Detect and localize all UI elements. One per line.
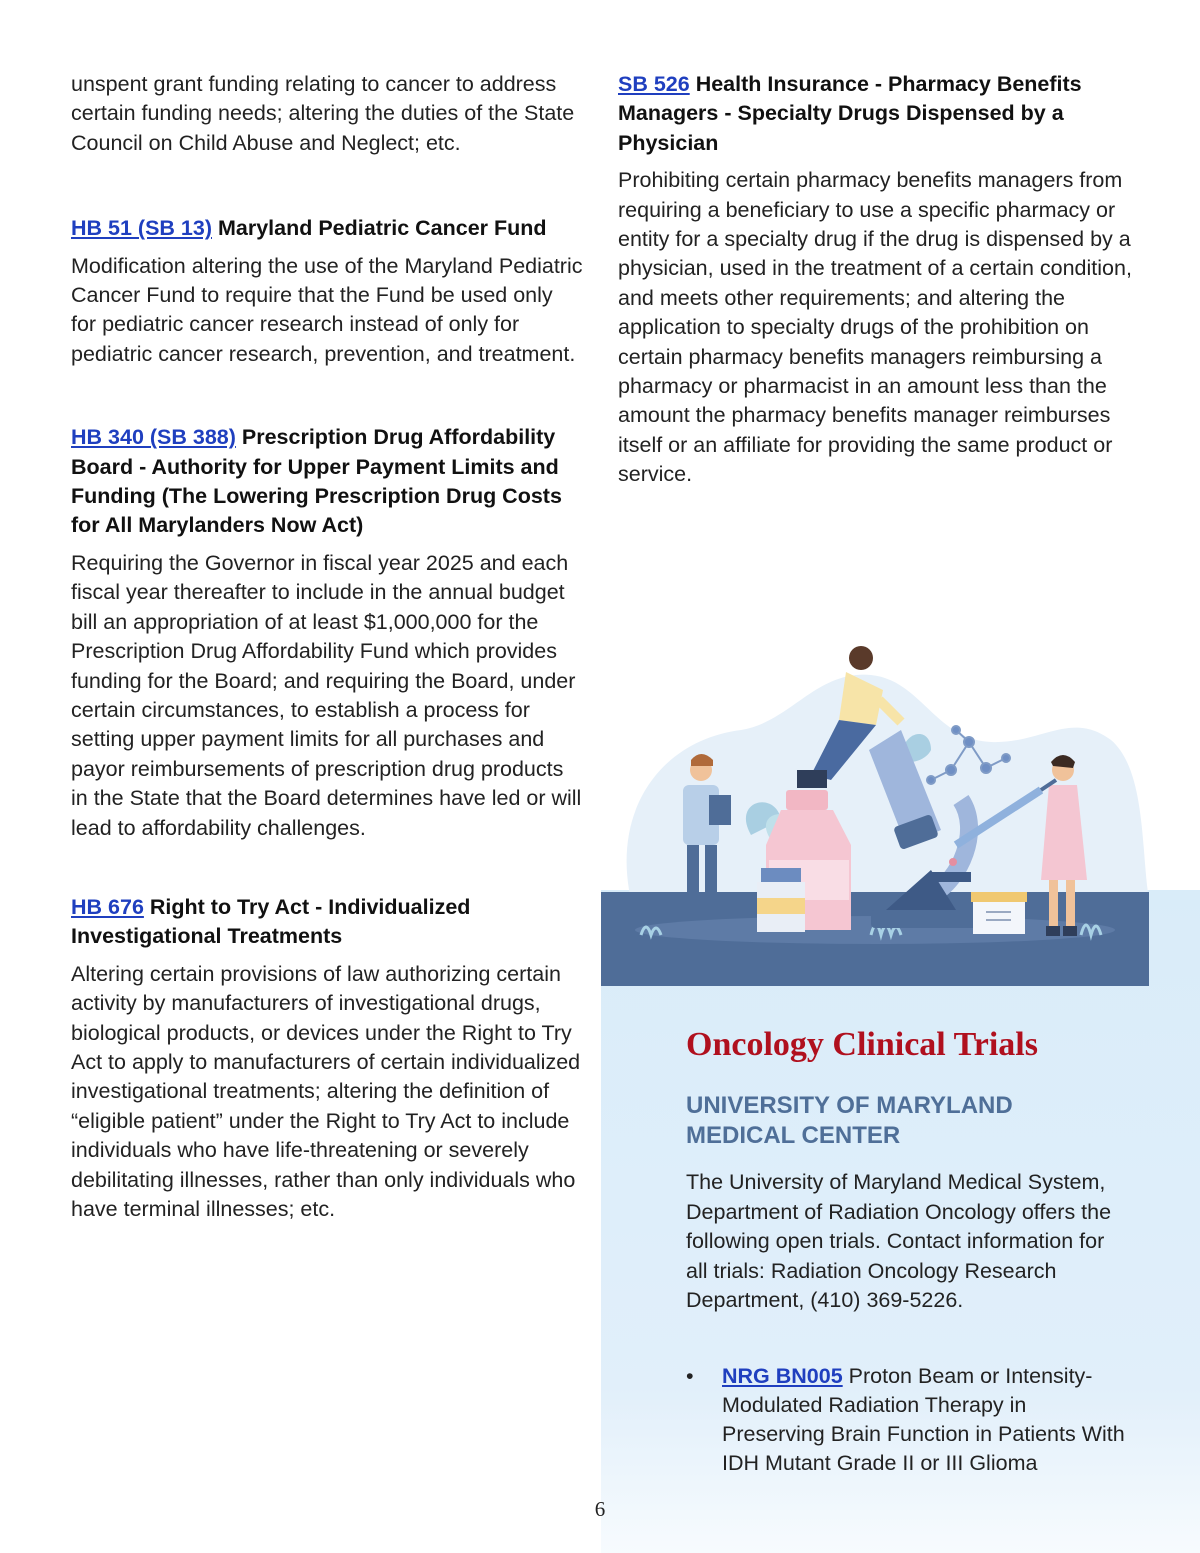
panel-subheading: UNIVERSITY OF MARYLAND MEDICAL CENTER — [686, 1092, 1013, 1149]
bill-sb526 — [618, 70, 1140, 490]
left-column — [71, 70, 583, 1224]
bill-link-hb676[interactable]: HB 676 — [71, 894, 144, 919]
bill-title: Health Insurance - Pharmacy Benefits Managers - Specialty Drugs Dispensed by a Physician — [618, 72, 1082, 155]
bill-heading — [618, 70, 1140, 158]
trial-link-nrg-bn005[interactable]: NRG BN005 — [722, 1364, 843, 1388]
page-number: 6 — [594, 1497, 606, 1521]
trial-title: Proton Beam or Intensity-Modulated Radiation Therapy in Preserving Brain Function in Patients With IDH Mutant Grade II or III Glioma — [722, 1364, 1125, 1475]
bill-heading — [71, 423, 583, 541]
bill-title: Maryland Pediatric Cancer Fund — [217, 216, 547, 241]
bill-title: Prescription Drug Affordability Board - Authority for Upper Payment Limits and Funding (The Lowering Prescription Drug Costs for All Marylanders Now Act) — [71, 425, 562, 538]
research-lab-illustration-icon — [601, 630, 1149, 986]
trial-list-item — [686, 1362, 1126, 1478]
bullet-icon: • — [686, 1364, 694, 1388]
bill-link-sb526[interactable]: SB 526 — [618, 72, 690, 96]
intro-paragraph: unspent grant funding relating to cancer to address certain funding needs; altering the duties of the State Council on Child Abuse and Neglect; etc. — [71, 72, 575, 155]
bill-hb340 — [71, 423, 583, 843]
bill-description: Prohibiting certain pharmacy benefits managers from requiring a beneficiary to use a specific pharmacy or entity for a specialty drug if the drug is dispensed by a physician, used in the treatment of a certain condition, and meets other requirements; and altering the application to specialty drugs of the prohibition on certain pharmacy benefits managers reimbursing a pharmacy or pharmacist in an amount less than the amount the pharmacy benefits manager reimburses itself or an affiliate for providing the same product or service. — [618, 168, 1132, 487]
right-column — [618, 70, 1140, 490]
bill-description: Requiring the Governor in fiscal year 2025 and each fiscal year thereafter to include in the annual budget bill an appropriation of at least $1,000,000 for the Prescription Drug Affordability Fund which provides funding for the Board; and requiring the Board, under certain circumstances, to establish a process for setting upper payment limits for all purchases and payor reimbursements of prescription drug products in the State that the Board determines have led or will lead to affordability challenges. — [71, 550, 582, 840]
bill-title: Right to Try Act - Individualized Investigational Treatments — [71, 894, 471, 949]
bill-description: Altering certain provisions of law authorizing certain activity by manufacturers of investigational drugs, biological products, or devices under the Right to Try Act to apply to manufacturers of certain individualized investigational treatments; altering the definition of “eligible patient” under the Right to Try Act to include individuals who have life-threatening or severely debilitating illnesses, rather than only individuals who have terminal illnesses; etc. — [71, 961, 581, 1221]
bill-description: Modification altering the use of the Maryland Pediatric Cancer Fund to require that the Fund be used only for pediatric cancer research instead of only for pediatric cancer research, prevention, and treatment. — [71, 253, 583, 366]
bill-link-hb51[interactable]: HB 51 (SB 13) — [71, 216, 212, 241]
panel-description: The University of Maryland Medical System, Department of Radiation Oncology offers the following open trials. Contact information for all trials: Radiation Oncology Research Department, (410) 369-5226. — [686, 1170, 1112, 1313]
trial-text — [722, 1362, 1126, 1478]
bill-hb51 — [71, 214, 583, 369]
bill-link-hb340[interactable]: HB 340 (SB 388) — [71, 425, 236, 450]
bill-heading — [71, 893, 583, 952]
bill-heading — [71, 214, 583, 243]
panel-heading: Oncology Clinical Trials — [686, 1026, 1038, 1063]
bill-hb676 — [71, 893, 583, 1224]
